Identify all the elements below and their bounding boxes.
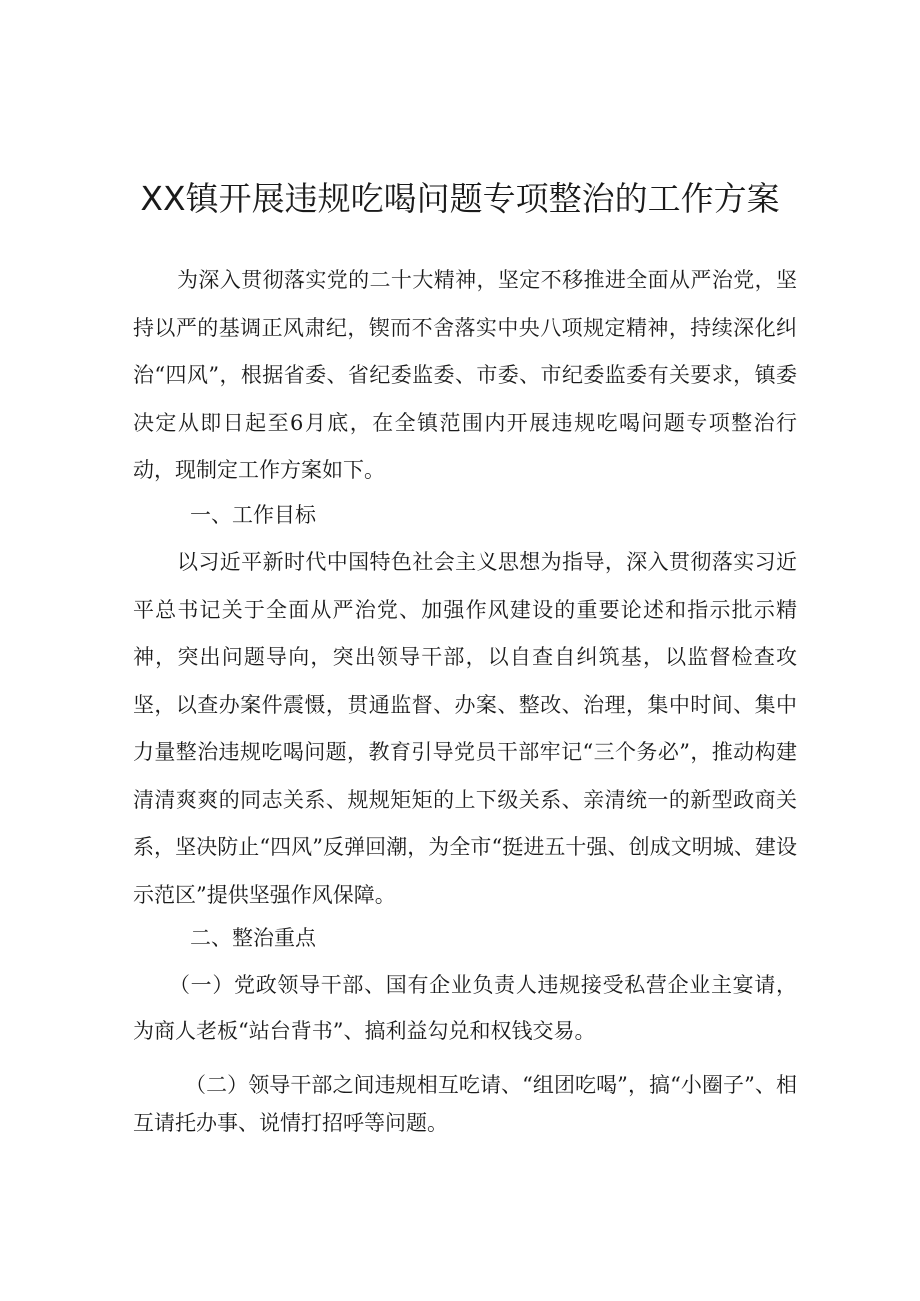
intro-paragraph: 为深入贯彻落实党的二十大精神，坚定不移推进全面从严治党，坚持以严的基调正风肃纪，锲而不舍落实中央八项规定精神，持续深化纠治“四风”，根据省委、省纪委监委、市委、市纪委监委有关要求，镇委决定从即日起至6月底，在全镇范围内开展违规吃喝问题专项整治行动，现制定工作方案如下。	[133, 268, 797, 482]
focus-item-2: （二）领导干部之间违规相互吃请、“组团吃喝”，搞“小圈子”、相互请托办事、说情打招呼等问题。	[133, 1073, 797, 1135]
goals-paragraph: 以习近平新时代中国特色社会主义思想为指导，深入贯彻落实习近平总书记关于全面从严治党、加强作风建设的重要论述和指示批示精神，突出问题导向，突出领导干部，以自查自纠筑基，以监督检查攻坚，以查办案件震慑，贯通监督、办案、整改、治理，集中时间、集中力量整治违规吃喝问题，教育引导党员干部牢记“三个务必”，推动构建清清爽爽的同志关系、规规矩矩的上下级关系、亲清统一的新型政商关系，坚决防止“四风”反弹回潮，为全市“挺进五十强、创成文明城、建设示范区”提供坚强作风保障。	[133, 550, 797, 907]
document-title: XX镇开展违规吃喝问题专项整治的工作方案	[140, 179, 780, 218]
focus-item-1: （一）党政领导干部、国有企业负责人违规接受私营企业主宴请，为商人老板“站台背书”、搞利益勾兑和权钱交易。	[133, 973, 797, 1043]
section-heading-focus: 二、整治重点	[190, 926, 316, 950]
section-heading-goals: 一、工作目标	[190, 503, 316, 527]
